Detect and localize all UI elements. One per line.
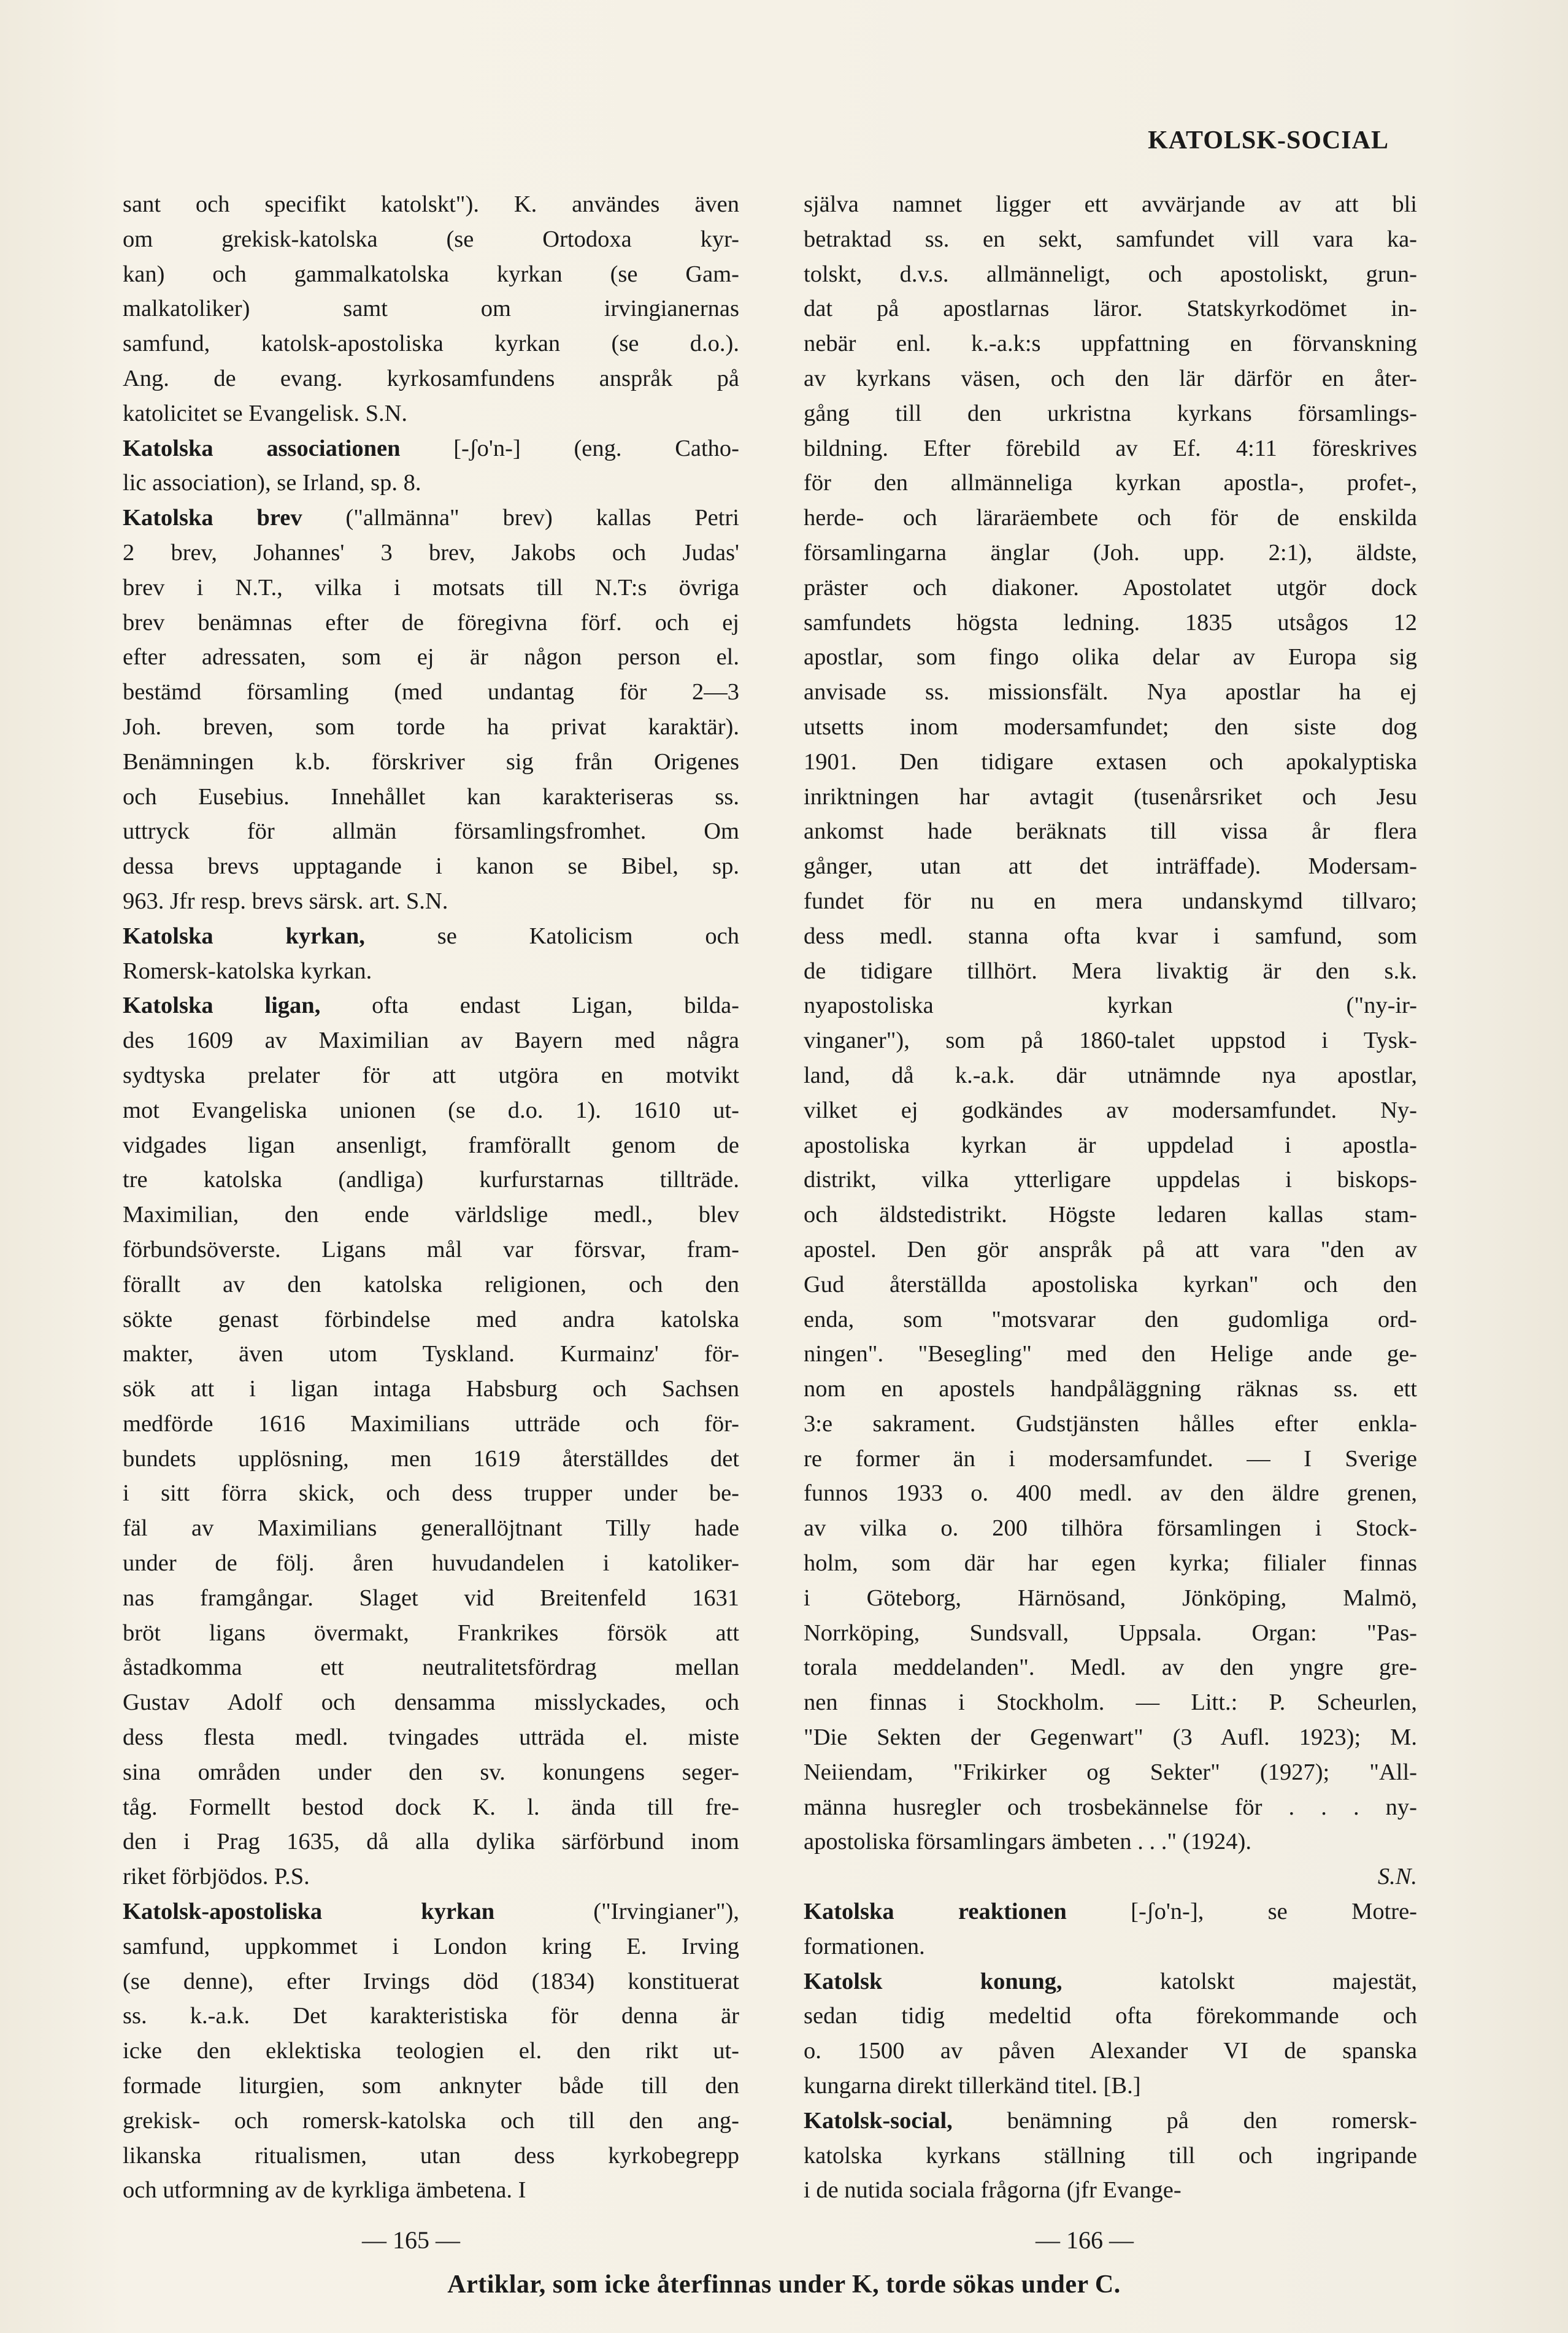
- text-line: männa husregler och trosbekännelse för . . . ny-: [804, 1794, 1417, 1820]
- text-line: församlingarna änglar (Joh. upp. 2:1), äldste,: [804, 539, 1417, 566]
- text-line: dat på apostlarnas läror. Statskyrkodömet in-: [804, 296, 1417, 322]
- text-line: Norrköping, Sundsvall, Uppsala. Organ: "Pas-: [804, 1620, 1417, 1646]
- page-number-right: — 166 —: [1036, 2226, 1134, 2254]
- entry-headword: Katolska associationen: [123, 435, 401, 461]
- text-line: av kyrkans väsen, och den lär därför en åter-: [804, 365, 1417, 391]
- text-line: enda, som "motsvarar den gudomliga ord-: [804, 1306, 1417, 1332]
- text-line: katolska kyrkans ställning till och ingripande: [804, 2142, 1417, 2169]
- text-line: i sitt förra skick, och dess trupper under be-: [123, 1480, 739, 1507]
- text-line: herde- och läraräembete och för de enskilda: [804, 505, 1417, 531]
- text-line: vilket ej godkändes av modersamfundet. Ny-: [804, 1097, 1417, 1123]
- text-line: sedan tidig medeltid ofta förekommande och: [804, 2003, 1417, 2029]
- text-line: makter, även utom Tyskland. Kurmainz' för-: [123, 1341, 739, 1367]
- text-line: och Eusebius. Innehållet kan karakteriseras ss.: [123, 783, 739, 810]
- text-line: om grekisk-katolska (se Ortodoxa kyr-: [123, 226, 739, 252]
- text-line: ss. k.-a.k. Det karakteristiska för denna är: [123, 2003, 739, 2029]
- text-line: Joh. breven, som torde ha privat karaktär).: [123, 713, 739, 740]
- text-line: inriktningen har avtagit (tusenårsriket och Jesu: [804, 783, 1417, 810]
- text-line: Maximilian, den ende världslige medl., blev: [123, 1202, 739, 1228]
- text-line: gång till den urkristna kyrkans församlings-: [804, 400, 1417, 426]
- text-line: apostoliska församlingars ämbeten . . ." (1924).: [804, 1829, 1251, 1855]
- text-line: själva namnet ligger ett avvärjande av att bli: [804, 191, 1417, 217]
- text-line: distrikt, vilka ytterligare uppdelas i biskops-: [804, 1167, 1417, 1193]
- text-line: mot Evangeliska unionen (se d.o. 1). 1610 ut-: [123, 1097, 739, 1123]
- text-line: des 1609 av Maximilian av Bayern med några: [123, 1028, 739, 1054]
- text-line: medförde 1616 Maximilians utträde och för-: [123, 1410, 739, 1437]
- text-line: anvisade ss. missionsfält. Nya apostlar ha ej: [804, 679, 1417, 705]
- text-line: malkatoliker) samt om irvingianernas: [123, 296, 739, 322]
- text-line: "Die Sekten der Gegenwart" (3 Aufl. 1923); M.: [804, 1724, 1417, 1751]
- text-line: samfund, uppkommet i London kring E. Irving: [123, 1933, 739, 1959]
- text-line: av vilka o. 200 tilhöra församlingen i Stock-: [804, 1515, 1417, 1542]
- left-column: [123, 187, 739, 2208]
- text-line: Gustav Adolf och densamma misslyckades, och: [123, 1689, 739, 1716]
- text-line: nebär enl. k.-a.k:s uppfattning en förvanskning: [804, 331, 1417, 357]
- text-line: Ang. de evang. kyrkosamfundens anspråk på: [123, 365, 739, 391]
- text-line: holm, som där har egen kyrka; filialer finnas: [804, 1550, 1417, 1577]
- text-line: formade liturgien, som anknyter både till den: [123, 2073, 739, 2099]
- running-head: KATOLSK-SOCIAL: [1148, 126, 1389, 155]
- text-line: 3:e sakrament. Gudstjänsten hålles efter enkla-: [804, 1410, 1417, 1437]
- text-line: nen finnas i Stockholm. — Litt.: P. Scheurlen,: [804, 1689, 1417, 1716]
- entry-headword: Katolska ligan,: [123, 993, 321, 1019]
- text-line: för den allmänneliga kyrkan apostla-, profet-,: [804, 470, 1417, 496]
- text-line: apostoliska kyrkan är uppdelad i apostla-: [804, 1132, 1417, 1158]
- text-line: Gud återställda apostoliska kyrkan" och den: [804, 1271, 1417, 1297]
- entry-headword: Katolsk-apostoliska kyrkan: [123, 1899, 495, 1925]
- text-line: sydtyska prelater för att utgöra en motvikt: [123, 1062, 739, 1088]
- text-line: bröt ligans övermakt, Frankrikes försök att: [123, 1620, 739, 1646]
- text-line: funnos 1933 o. 400 medl. av den äldre grenen,: [804, 1480, 1417, 1507]
- text-line: Benämningen k.b. förskriver sig från Origenes: [123, 748, 739, 775]
- text-line: fundet för nu en mera undanskymd tillvaro;: [804, 888, 1417, 914]
- right-column: [804, 187, 1417, 2208]
- entry-headword: Katolsk-social,: [804, 2107, 953, 2134]
- text-line: sökte genast förbindelse med andra katolska: [123, 1306, 739, 1332]
- text-line: Neiiendam, "Frikirker og Sekter" (1927); "All-: [804, 1759, 1417, 1785]
- entry-headword: Katolska reaktionen: [804, 1899, 1067, 1925]
- text-line: 963. Jfr resp. brevs särsk. art. S.N.: [123, 888, 448, 914]
- text-line: grekisk- och romersk-katolska och till den ang-: [123, 2107, 739, 2134]
- text-line: under de följ. åren huvudandelen i katoliker-: [123, 1550, 739, 1577]
- text-line: nas framgångar. Slaget vid Breitenfeld 1631: [123, 1585, 739, 1611]
- text-line: apostel. Den gör anspråk på att vara "den av: [804, 1236, 1417, 1263]
- text-line: förbundsöverste. Ligans mål var försvar, fram-: [123, 1236, 739, 1263]
- text-line: betraktad ss. en sekt, samfundet vill vara ka-: [804, 226, 1417, 252]
- text-line: vidgades ligan ansenligt, framförallt genom de: [123, 1132, 739, 1158]
- text-line: kungarna direkt tillerkänd titel. [B.]: [804, 2073, 1141, 2099]
- text-line: präster och diakoner. Apostolatet utgör dock: [804, 574, 1417, 601]
- text-line: sant och specifikt katolskt"). K. användes även: [123, 191, 739, 217]
- text-line: bildning. Efter förebild av Ef. 4:11 föreskrives: [804, 435, 1417, 461]
- text-line: i de nutida sociala frågorna (jfr Evange-: [804, 2177, 1182, 2204]
- text-line: Katolska brev ("allmänna" brev) kallas Petri: [123, 505, 739, 531]
- text-line: o. 1500 av påven Alexander VI de spanska: [804, 2038, 1417, 2064]
- text-line: Romersk-katolska kyrkan.: [123, 958, 372, 984]
- text-line: utsetts inom modersamfundet; den siste dog: [804, 713, 1417, 740]
- text-line: ankomst hade beräknats till vissa år flera: [804, 818, 1417, 845]
- text-line: brev benämnas efter de föregivna förf. och ej: [123, 609, 739, 636]
- text-line: 1901. Den tidigare extasen och apokalyptiska: [804, 748, 1417, 775]
- text-line: Katolska kyrkan, se Katolicism och: [123, 923, 739, 949]
- footer-note: Artiklar, som icke återfinnas under K, torde sökas under C.: [447, 2270, 1121, 2299]
- text-line: dessa brevs upptagande i kanon se Bibel, sp.: [123, 853, 739, 880]
- text-line: gånger, utan att det inträffade). Modersam-: [804, 853, 1417, 880]
- text-line: åstadkomma ett neutralitetsfördrag mellan: [123, 1655, 739, 1681]
- text-line: Katolska ligan, ofta endast Ligan, bilda-: [123, 993, 739, 1019]
- page-number-left: — 165 —: [362, 2226, 460, 2254]
- text-line: Katolsk-apostoliska kyrkan ("Irvingianer"),: [123, 1899, 739, 1925]
- text-line: riket förbjödos. P.S.: [123, 1864, 310, 1890]
- text-line: torala meddelanden". Medl. av den yngre gre-: [804, 1655, 1417, 1681]
- text-line: nom en apostels handpåläggning räknas ss. ett: [804, 1376, 1417, 1402]
- text-line: re former än i modersamfundet. — I Sverige: [804, 1445, 1417, 1472]
- text-line: Katolsk-social, benämning på den romersk-: [804, 2107, 1417, 2134]
- text-line: och äldstedistrikt. Högste ledaren kallas stam-: [804, 1202, 1417, 1228]
- entry-headword: Katolska kyrkan,: [123, 923, 365, 949]
- text-line: (se denne), efter Irvings död (1834) konstituerat: [123, 1968, 739, 1994]
- text-line: Katolska associationen [-ʃo'n-] (eng. Catho-: [123, 435, 739, 461]
- text-line: S.N.: [1377, 1864, 1417, 1890]
- text-line: efter adressaten, som ej är någon person el.: [123, 644, 739, 671]
- text-line: bestämd församling (med undantag för 2—3: [123, 679, 739, 705]
- text-line: fäl av Maximilians generallöjtnant Tilly hade: [123, 1515, 739, 1542]
- text-line: apostlar, som fingo olika delar av Europa sig: [804, 644, 1417, 671]
- text-line: samfundets högsta ledning. 1835 utsågos 12: [804, 609, 1417, 636]
- text-line: uttryck för allmän församlingsfromhet. Om: [123, 818, 739, 845]
- text-line: förallt av den katolska religionen, och den: [123, 1271, 739, 1297]
- text-line: tolskt, d.v.s. allmänneligt, och apostoliskt, grun-: [804, 261, 1417, 287]
- text-line: och utformning av de kyrkliga ämbetena. I: [123, 2177, 526, 2204]
- text-line: land, då k.-a.k. där utnämnde nya apostlar,: [804, 1062, 1417, 1088]
- text-line: formationen.: [804, 1933, 925, 1959]
- text-line: kan) och gammalkatolska kyrkan (se Gam-: [123, 261, 739, 287]
- text-line: dess flesta medl. tvingades utträda el. miste: [123, 1724, 739, 1751]
- text-line: de tidigare tillhört. Mera livaktig är den s.k.: [804, 958, 1417, 984]
- text-line: nyapostoliska kyrkan ("ny-ir-: [804, 993, 1417, 1019]
- text-line: brev i N.T., vilka i motsats till N.T:s övriga: [123, 574, 739, 601]
- text-line: 2 brev, Johannes' 3 brev, Jakobs och Judas': [123, 539, 739, 566]
- text-line: Katolsk konung, katolskt majestät,: [804, 1968, 1417, 1994]
- text-line: tre katolska (andliga) kurfurstarnas tillträde.: [123, 1167, 739, 1193]
- text-line: dess medl. stanna ofta kvar i samfund, som: [804, 923, 1417, 949]
- text-line: vinganer"), som på 1860-talet uppstod i Tysk-: [804, 1028, 1417, 1054]
- text-line: tåg. Formellt bestod dock K. l. ända till fre-: [123, 1794, 739, 1820]
- text-line: Katolska reaktionen [-ʃo'n-], se Motre-: [804, 1899, 1417, 1925]
- text-line: likanska ritualismen, utan dess kyrkobegrepp: [123, 2142, 739, 2169]
- text-line: den i Prag 1635, då alla dylika särförbund inom: [123, 1829, 739, 1855]
- text-line: sina områden under den sv. konungens seger-: [123, 1759, 739, 1785]
- text-line: katolicitet se Evangelisk. S.N.: [123, 400, 408, 426]
- text-line: sök att i ligan intaga Habsburg och Sachsen: [123, 1376, 739, 1402]
- text-line: ningen". "Besegling" med den Helige ande ge-: [804, 1341, 1417, 1367]
- entry-headword: Katolska brev: [123, 505, 302, 531]
- text-line: i Göteborg, Härnösand, Jönköping, Malmö,: [804, 1585, 1417, 1611]
- text-line: lic association), se Irland, sp. 8.: [123, 470, 421, 496]
- text-line: bundets upplösning, men 1619 återställdes det: [123, 1445, 739, 1472]
- entry-headword: Katolsk konung,: [804, 1968, 1063, 1994]
- text-line: icke den eklektiska teologien el. den rikt ut-: [123, 2038, 739, 2064]
- text-line: samfund, katolsk-apostoliska kyrkan (se d.o.).: [123, 331, 739, 357]
